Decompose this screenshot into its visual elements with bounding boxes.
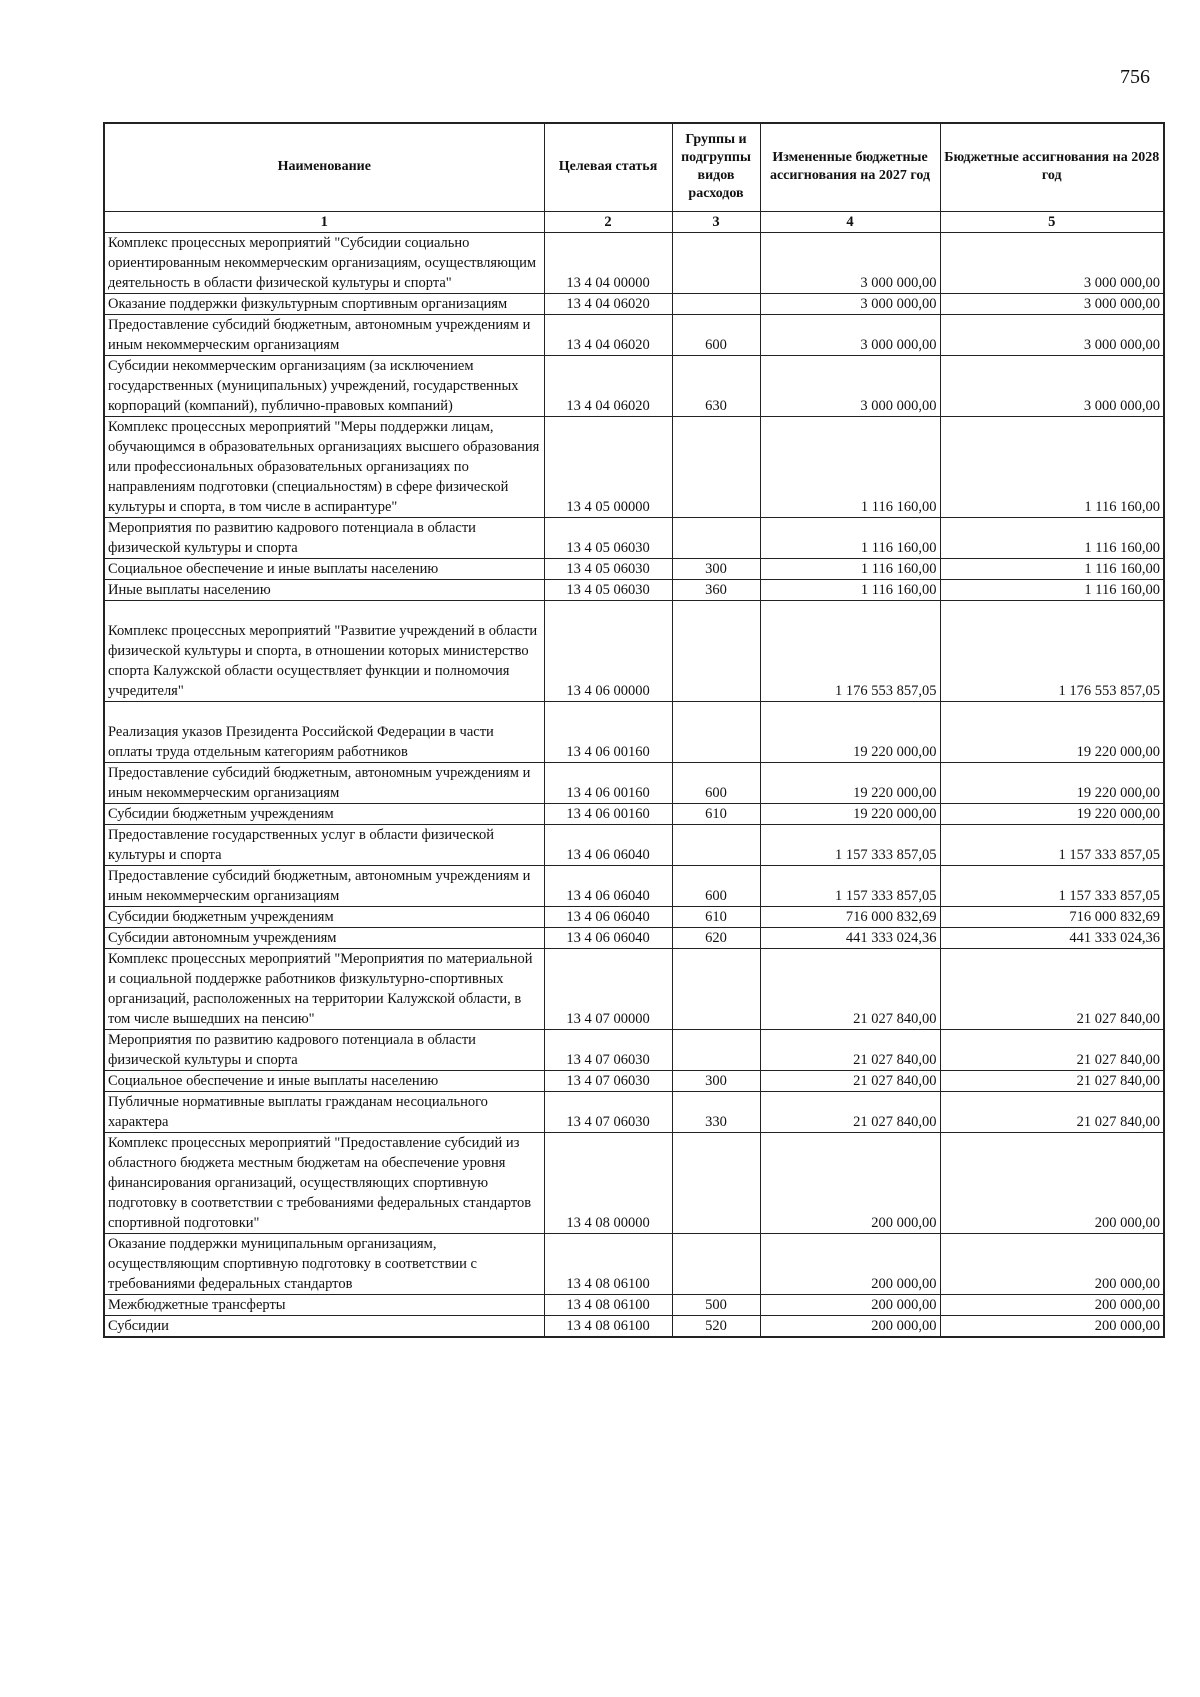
row-name: Социальное обеспечение и иные выплаты населению — [104, 1070, 544, 1091]
table-row — [104, 517, 1164, 558]
row-group-code: 330 — [672, 1091, 760, 1132]
row-group-code: 600 — [672, 762, 760, 803]
row-target-code: 13 4 06 06040 — [544, 906, 672, 927]
row-name: Субсидии некоммерческим организациям (за исключением государственных (муниципальных) учреждений, государственных корпораций (компаний), публично-правовых компаний) — [104, 355, 544, 416]
header-name: Наименование — [104, 123, 544, 211]
row-target-code: 13 4 06 00160 — [544, 762, 672, 803]
column-number: 4 — [760, 211, 940, 232]
table-row — [104, 906, 1164, 927]
row-name: Иные выплаты населению — [104, 579, 544, 600]
row-amount-2028: 3 000 000,00 — [940, 355, 1164, 416]
table-row — [104, 416, 1164, 517]
row-amount-2027: 19 220 000,00 — [760, 701, 940, 762]
table-row — [104, 314, 1164, 355]
row-name: Межбюджетные трансферты — [104, 1294, 544, 1315]
row-name: Субсидии бюджетным учреждениям — [104, 906, 544, 927]
row-target-code: 13 4 07 06030 — [544, 1091, 672, 1132]
row-amount-2028: 1 157 333 857,05 — [940, 865, 1164, 906]
row-amount-2028: 21 027 840,00 — [940, 1070, 1164, 1091]
table-row — [104, 1070, 1164, 1091]
row-target-code: 13 4 05 06030 — [544, 579, 672, 600]
row-amount-2028: 1 176 553 857,05 — [940, 600, 1164, 701]
row-name: Субсидии — [104, 1315, 544, 1337]
row-amount-2028: 200 000,00 — [940, 1132, 1164, 1233]
row-group-code: 520 — [672, 1315, 760, 1337]
table-row — [104, 355, 1164, 416]
row-amount-2028: 200 000,00 — [940, 1294, 1164, 1315]
row-group-code — [672, 1029, 760, 1070]
row-target-code: 13 4 08 06100 — [544, 1294, 672, 1315]
table-row — [104, 1091, 1164, 1132]
row-amount-2027: 21 027 840,00 — [760, 1029, 940, 1070]
header-2028: Бюджетные ассигнования на 2028 год — [940, 123, 1164, 211]
row-target-code: 13 4 05 00000 — [544, 416, 672, 517]
row-amount-2027: 3 000 000,00 — [760, 314, 940, 355]
row-group-code — [672, 293, 760, 314]
row-target-code: 13 4 06 06040 — [544, 824, 672, 865]
row-target-code: 13 4 07 00000 — [544, 948, 672, 1029]
row-name: Комплекс процессных мероприятий "Предоставление субсидий из областного бюджета местным бюджетам на обеспечение уровня финансирования организаций, осуществляющих спортивную подготовку в соответствии с требованиями федеральных стандартов спортивной подготовки" — [104, 1132, 544, 1233]
row-amount-2027: 19 220 000,00 — [760, 762, 940, 803]
table-row — [104, 1029, 1164, 1070]
table-row — [104, 1132, 1164, 1233]
row-name: Субсидии бюджетным учреждениям — [104, 803, 544, 824]
header-2027: Измененные бюджетные ассигнования на 2027 год — [760, 123, 940, 211]
table-row — [104, 824, 1164, 865]
row-amount-2028: 21 027 840,00 — [940, 1029, 1164, 1070]
row-amount-2027: 21 027 840,00 — [760, 1091, 940, 1132]
header-target: Целевая статья — [544, 123, 672, 211]
row-group-code — [672, 824, 760, 865]
row-amount-2028: 200 000,00 — [940, 1315, 1164, 1337]
row-amount-2027: 1 176 553 857,05 — [760, 600, 940, 701]
row-amount-2027: 200 000,00 — [760, 1315, 940, 1337]
column-numbers-row — [104, 211, 1164, 232]
row-group-code — [672, 1132, 760, 1233]
row-amount-2028: 1 116 160,00 — [940, 416, 1164, 517]
row-name: Предоставление субсидий бюджетным, автономным учреждениям и иным некоммерческим организациям — [104, 314, 544, 355]
row-amount-2028: 3 000 000,00 — [940, 293, 1164, 314]
row-amount-2027: 21 027 840,00 — [760, 1070, 940, 1091]
row-amount-2027: 1 157 333 857,05 — [760, 824, 940, 865]
row-amount-2027: 21 027 840,00 — [760, 948, 940, 1029]
row-amount-2028: 1 157 333 857,05 — [940, 824, 1164, 865]
row-amount-2028: 3 000 000,00 — [940, 314, 1164, 355]
row-amount-2027: 1 157 333 857,05 — [760, 865, 940, 906]
column-number: 5 — [940, 211, 1164, 232]
row-target-code: 13 4 04 06020 — [544, 355, 672, 416]
row-name: Мероприятия по развитию кадрового потенциала в области физической культуры и спорта — [104, 1029, 544, 1070]
table-row — [104, 1233, 1164, 1294]
row-group-code: 620 — [672, 927, 760, 948]
table-row — [104, 762, 1164, 803]
row-amount-2027: 200 000,00 — [760, 1294, 940, 1315]
row-target-code: 13 4 07 06030 — [544, 1029, 672, 1070]
row-target-code: 13 4 04 06020 — [544, 314, 672, 355]
row-amount-2027: 3 000 000,00 — [760, 355, 940, 416]
row-amount-2027: 1 116 160,00 — [760, 558, 940, 579]
table-row — [104, 579, 1164, 600]
row-amount-2027: 3 000 000,00 — [760, 232, 940, 293]
row-group-code — [672, 232, 760, 293]
row-target-code: 13 4 08 06100 — [544, 1233, 672, 1294]
row-amount-2028: 200 000,00 — [940, 1233, 1164, 1294]
row-amount-2027: 19 220 000,00 — [760, 803, 940, 824]
row-group-code: 610 — [672, 803, 760, 824]
row-target-code: 13 4 06 00000 — [544, 600, 672, 701]
row-amount-2028: 21 027 840,00 — [940, 1091, 1164, 1132]
row-amount-2028: 19 220 000,00 — [940, 762, 1164, 803]
row-name: Предоставление субсидий бюджетным, автономным учреждениям и иным некоммерческим организациям — [104, 865, 544, 906]
row-amount-2027: 1 116 160,00 — [760, 416, 940, 517]
row-name: Комплекс процессных мероприятий "Мероприятия по материальной и социальной поддержке работников физкультурно-спортивных организаций, расположенных на территории Калужской области, в том числе вышедших на пенсию" — [104, 948, 544, 1029]
row-target-code: 13 4 08 00000 — [544, 1132, 672, 1233]
row-group-code: 360 — [672, 579, 760, 600]
table-row — [104, 1315, 1164, 1337]
row-group-code: 600 — [672, 314, 760, 355]
row-group-code: 300 — [672, 558, 760, 579]
row-name: Социальное обеспечение и иные выплаты населению — [104, 558, 544, 579]
row-target-code: 13 4 05 06030 — [544, 517, 672, 558]
row-group-code: 630 — [672, 355, 760, 416]
header-groups: Группы и подгруппы видов расходов — [672, 123, 760, 211]
row-target-code: 13 4 08 06100 — [544, 1315, 672, 1337]
row-name: Оказание поддержки физкультурным спортивным организациям — [104, 293, 544, 314]
page-number: 756 — [1120, 66, 1150, 88]
row-amount-2027: 200 000,00 — [760, 1233, 940, 1294]
row-amount-2027: 3 000 000,00 — [760, 293, 940, 314]
table-row — [104, 558, 1164, 579]
row-group-code — [672, 948, 760, 1029]
row-name: Предоставление субсидий бюджетным, автономным учреждениям и иным некоммерческим организациям — [104, 762, 544, 803]
table-row — [104, 803, 1164, 824]
row-group-code — [672, 1233, 760, 1294]
row-target-code: 13 4 07 06030 — [544, 1070, 672, 1091]
table-row — [104, 600, 1164, 701]
row-group-code — [672, 517, 760, 558]
row-amount-2027: 716 000 832,69 — [760, 906, 940, 927]
column-number: 1 — [104, 211, 544, 232]
row-name: Предоставление государственных услуг в области физической культуры и спорта — [104, 824, 544, 865]
table-row — [104, 232, 1164, 293]
row-amount-2028: 19 220 000,00 — [940, 803, 1164, 824]
row-amount-2028: 441 333 024,36 — [940, 927, 1164, 948]
row-amount-2027: 200 000,00 — [760, 1132, 940, 1233]
row-name: Публичные нормативные выплаты гражданам несоциального характера — [104, 1091, 544, 1132]
row-amount-2028: 1 116 160,00 — [940, 579, 1164, 600]
row-name: Мероприятия по развитию кадрового потенциала в области физической культуры и спорта — [104, 517, 544, 558]
table-row — [104, 701, 1164, 762]
budget-table — [103, 122, 1165, 1338]
row-amount-2028: 3 000 000,00 — [940, 232, 1164, 293]
row-name: Комплекс процессных мероприятий "Меры поддержки лицам, обучающимся в образовательных организациях высшего образования или профессиональных образовательных организациях по направлениям подготовки (специальностям) в сфере физической культуры и спорта, в том числе в аспирантуре" — [104, 416, 544, 517]
row-name: Комплекс процессных мероприятий "Развитие учреждений в области физической культуры и спорта, в отношении которых министерство спорта Калужской области осуществляет функции и полномочия учредителя" — [104, 600, 544, 701]
row-amount-2027: 1 116 160,00 — [760, 517, 940, 558]
row-group-code: 500 — [672, 1294, 760, 1315]
row-amount-2028: 21 027 840,00 — [940, 948, 1164, 1029]
row-target-code: 13 4 04 00000 — [544, 232, 672, 293]
row-name: Оказание поддержки муниципальным организациям, осуществляющим спортивную подготовку в соответствии с требованиями федеральных стандартов — [104, 1233, 544, 1294]
table-header-row — [104, 123, 1164, 211]
row-target-code: 13 4 04 06020 — [544, 293, 672, 314]
row-name: Субсидии автономным учреждениям — [104, 927, 544, 948]
row-amount-2028: 1 116 160,00 — [940, 558, 1164, 579]
table-row — [104, 1294, 1164, 1315]
row-group-code: 610 — [672, 906, 760, 927]
row-target-code: 13 4 05 06030 — [544, 558, 672, 579]
row-target-code: 13 4 06 00160 — [544, 701, 672, 762]
row-name: Комплекс процессных мероприятий "Субсидии социально ориентированным некоммерческим организациям, осуществляющим деятельность в области физической культуры и спорта" — [104, 232, 544, 293]
row-group-code — [672, 600, 760, 701]
row-group-code: 300 — [672, 1070, 760, 1091]
row-target-code: 13 4 06 06040 — [544, 865, 672, 906]
table-body — [104, 232, 1164, 1337]
table-row — [104, 293, 1164, 314]
table-row — [104, 927, 1164, 948]
row-target-code: 13 4 06 00160 — [544, 803, 672, 824]
row-amount-2028: 716 000 832,69 — [940, 906, 1164, 927]
row-name: Реализация указов Президента Российской Федерации в части оплаты труда отдельным категориям работников — [104, 701, 544, 762]
row-amount-2028: 19 220 000,00 — [940, 701, 1164, 762]
row-target-code: 13 4 06 06040 — [544, 927, 672, 948]
column-number: 3 — [672, 211, 760, 232]
table-row — [104, 865, 1164, 906]
row-group-code: 600 — [672, 865, 760, 906]
row-group-code — [672, 701, 760, 762]
row-amount-2028: 1 116 160,00 — [940, 517, 1164, 558]
row-amount-2027: 441 333 024,36 — [760, 927, 940, 948]
row-group-code — [672, 416, 760, 517]
column-number: 2 — [544, 211, 672, 232]
table-row — [104, 948, 1164, 1029]
row-amount-2027: 1 116 160,00 — [760, 579, 940, 600]
